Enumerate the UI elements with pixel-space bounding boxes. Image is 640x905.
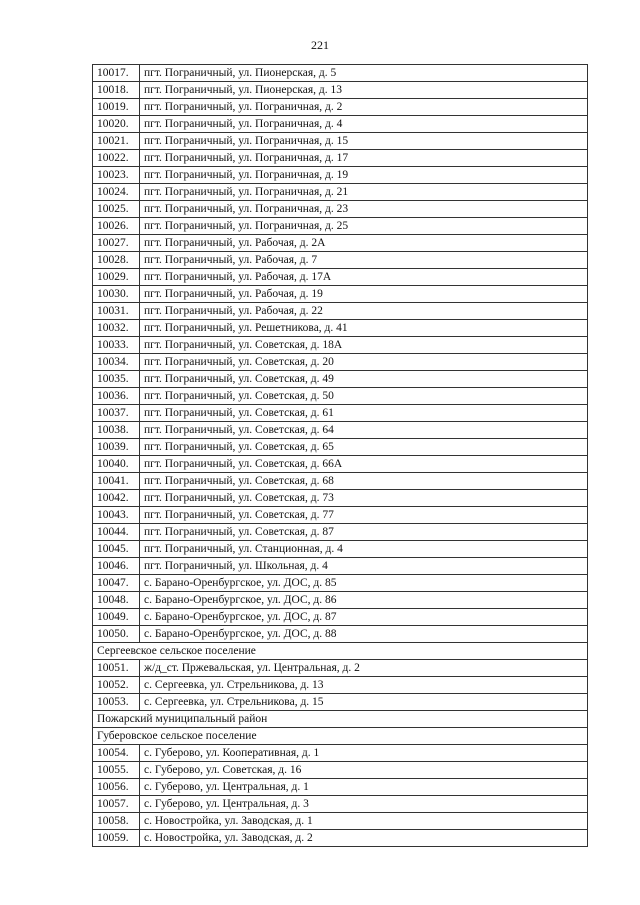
entry-number: 10047. [93,575,140,592]
entry-number: 10024. [93,184,140,201]
entry-number: 10023. [93,167,140,184]
entry-number: 10017. [93,65,140,82]
entry-address: пгт. Пограничный, ул. Советская, д. 65 [140,439,588,456]
entry-address: пгт. Пограничный, ул. Школьная, д. 4 [140,558,588,575]
entry-address: пгт. Пограничный, ул. Пограничная, д. 2 [140,99,588,116]
entry-number: 10048. [93,592,140,609]
entry-address: пгт. Пограничный, ул. Советская, д. 64 [140,422,588,439]
entry-address: с. Сергеевка, ул. Стрельникова, д. 13 [140,677,588,694]
table-row [93,762,588,779]
entry-number: 10027. [93,235,140,252]
entry-address: с. Барано-Оренбургское, ул. ДОС, д. 87 [140,609,588,626]
entry-number: 10032. [93,320,140,337]
table-row [93,303,588,320]
table-row [93,252,588,269]
entry-address: с. Сергеевка, ул. Стрельникова, д. 15 [140,694,588,711]
table-row [93,82,588,99]
section-header: Сергеевское сельское поселение [93,643,588,660]
table-row [93,541,588,558]
table-row [93,65,588,82]
entry-address: с. Губерово, ул. Кооперативная, д. 1 [140,745,588,762]
page-number: 221 [311,38,329,52]
table-row [93,507,588,524]
entry-number: 10041. [93,473,140,490]
table-row [93,354,588,371]
entry-number: 10035. [93,371,140,388]
entry-number: 10037. [93,405,140,422]
table-row [93,779,588,796]
table-row [93,473,588,490]
entry-number: 10022. [93,150,140,167]
entry-number: 10026. [93,218,140,235]
entry-address: пгт. Пограничный, ул. Советская, д. 73 [140,490,588,507]
table-row [93,592,588,609]
entry-address: пгт. Пограничный, ул. Пограничная, д. 23 [140,201,588,218]
entry-address: пгт. Пограничный, ул. Пограничная, д. 4 [140,116,588,133]
table-row [93,796,588,813]
entry-address: пгт. Пограничный, ул. Советская, д. 68 [140,473,588,490]
table-row [93,609,588,626]
entry-address: пгт. Пограничный, ул. Станционная, д. 4 [140,541,588,558]
entry-number: 10033. [93,337,140,354]
table-row [93,490,588,507]
entry-address: пгт. Пограничный, ул. Рабочая, д. 19 [140,286,588,303]
entry-number: 10057. [93,796,140,813]
table-row [93,677,588,694]
entry-number: 10031. [93,303,140,320]
entry-number: 10051. [93,660,140,677]
table-row [93,626,588,643]
entry-address: с. Губерово, ул. Центральная, д. 1 [140,779,588,796]
entry-address: пгт. Пограничный, ул. Пограничная, д. 19 [140,167,588,184]
table-row [93,269,588,286]
entry-number: 10058. [93,813,140,830]
entry-number: 10028. [93,252,140,269]
entry-number: 10019. [93,99,140,116]
table-row [93,218,588,235]
entry-number: 10045. [93,541,140,558]
entry-number: 10039. [93,439,140,456]
table-row [93,116,588,133]
entry-number: 10053. [93,694,140,711]
entry-number: 10034. [93,354,140,371]
address-table [92,64,588,847]
entry-address: пгт. Пограничный, ул. Пограничная, д. 17 [140,150,588,167]
table-row [93,439,588,456]
table-row [93,371,588,388]
section-header: Губеровское сельское поселение [93,728,588,745]
table-row [93,167,588,184]
entry-number: 10042. [93,490,140,507]
entry-address: с. Губерово, ул. Центральная, д. 3 [140,796,588,813]
entry-address: пгт. Пограничный, ул. Советская, д. 77 [140,507,588,524]
entry-address: с. Губерово, ул. Советская, д. 16 [140,762,588,779]
table-row [93,524,588,541]
table-row [93,694,588,711]
entry-number: 10043. [93,507,140,524]
entry-address: пгт. Пограничный, ул. Пограничная, д. 25 [140,218,588,235]
entry-address: пгт. Пограничный, ул. Рабочая, д. 2А [140,235,588,252]
entry-number: 10054. [93,745,140,762]
entry-number: 10046. [93,558,140,575]
entry-address: пгт. Пограничный, ул. Рабочая, д. 7 [140,252,588,269]
entry-number: 10030. [93,286,140,303]
entry-address: пгт. Пограничный, ул. Пионерская, д. 13 [140,82,588,99]
table-row [93,575,588,592]
table-row [93,133,588,150]
table-row [93,235,588,252]
entry-number: 10038. [93,422,140,439]
section-header-row [93,728,588,745]
entry-address: с. Барано-Оренбургское, ул. ДОС, д. 86 [140,592,588,609]
entry-address: пгт. Пограничный, ул. Советская, д. 18А [140,337,588,354]
entry-address: пгт. Пограничный, ул. Пограничная, д. 21 [140,184,588,201]
entry-address: пгт. Пограничный, ул. Советская, д. 66А [140,456,588,473]
table-row [93,830,588,847]
table-row [93,337,588,354]
entry-number: 10049. [93,609,140,626]
section-header-row [93,711,588,728]
entry-number: 10040. [93,456,140,473]
table-row [93,813,588,830]
table-row [93,405,588,422]
entry-address: пгт. Пограничный, ул. Советская, д. 61 [140,405,588,422]
table-row [93,558,588,575]
entry-address: с. Новостройка, ул. Заводская, д. 2 [140,830,588,847]
entry-number: 10059. [93,830,140,847]
table-row [93,286,588,303]
entry-address: пгт. Пограничный, ул. Пионерская, д. 5 [140,65,588,82]
entry-address: пгт. Пограничный, ул. Советская, д. 50 [140,388,588,405]
entry-address: пгт. Пограничный, ул. Решетникова, д. 41 [140,320,588,337]
entry-address: с. Новостройка, ул. Заводская, д. 1 [140,813,588,830]
table-row [93,150,588,167]
table-row [93,99,588,116]
entry-address: с. Барано-Оренбургское, ул. ДОС, д. 85 [140,575,588,592]
entry-address: с. Барано-Оренбургское, ул. ДОС, д. 88 [140,626,588,643]
section-header-row [93,643,588,660]
entry-address: пгт. Пограничный, ул. Рабочая, д. 22 [140,303,588,320]
entry-address: ж/д_ст. Пржевальская, ул. Центральная, д. 2 [140,660,588,677]
entry-number: 10044. [93,524,140,541]
entry-address: пгт. Пограничный, ул. Советская, д. 87 [140,524,588,541]
table-row [93,745,588,762]
table-row [93,422,588,439]
entry-number: 10021. [93,133,140,150]
entry-address: пгт. Пограничный, ул. Рабочая, д. 17А [140,269,588,286]
entry-number: 10029. [93,269,140,286]
entry-number: 10050. [93,626,140,643]
table-row [93,320,588,337]
table-row [93,660,588,677]
entry-number: 10020. [93,116,140,133]
entry-number: 10018. [93,82,140,99]
entry-number: 10025. [93,201,140,218]
table-row [93,456,588,473]
address-table-body [93,65,588,847]
entry-address: пгт. Пограничный, ул. Советская, д. 49 [140,371,588,388]
entry-number: 10036. [93,388,140,405]
entry-address: пгт. Пограничный, ул. Советская, д. 20 [140,354,588,371]
entry-number: 10052. [93,677,140,694]
table-row [93,184,588,201]
entry-number: 10056. [93,779,140,796]
table-row [93,201,588,218]
entry-number: 10055. [93,762,140,779]
section-header: Пожарский муниципальный район [93,711,588,728]
table-row [93,388,588,405]
entry-address: пгт. Пограничный, ул. Пограничная, д. 15 [140,133,588,150]
